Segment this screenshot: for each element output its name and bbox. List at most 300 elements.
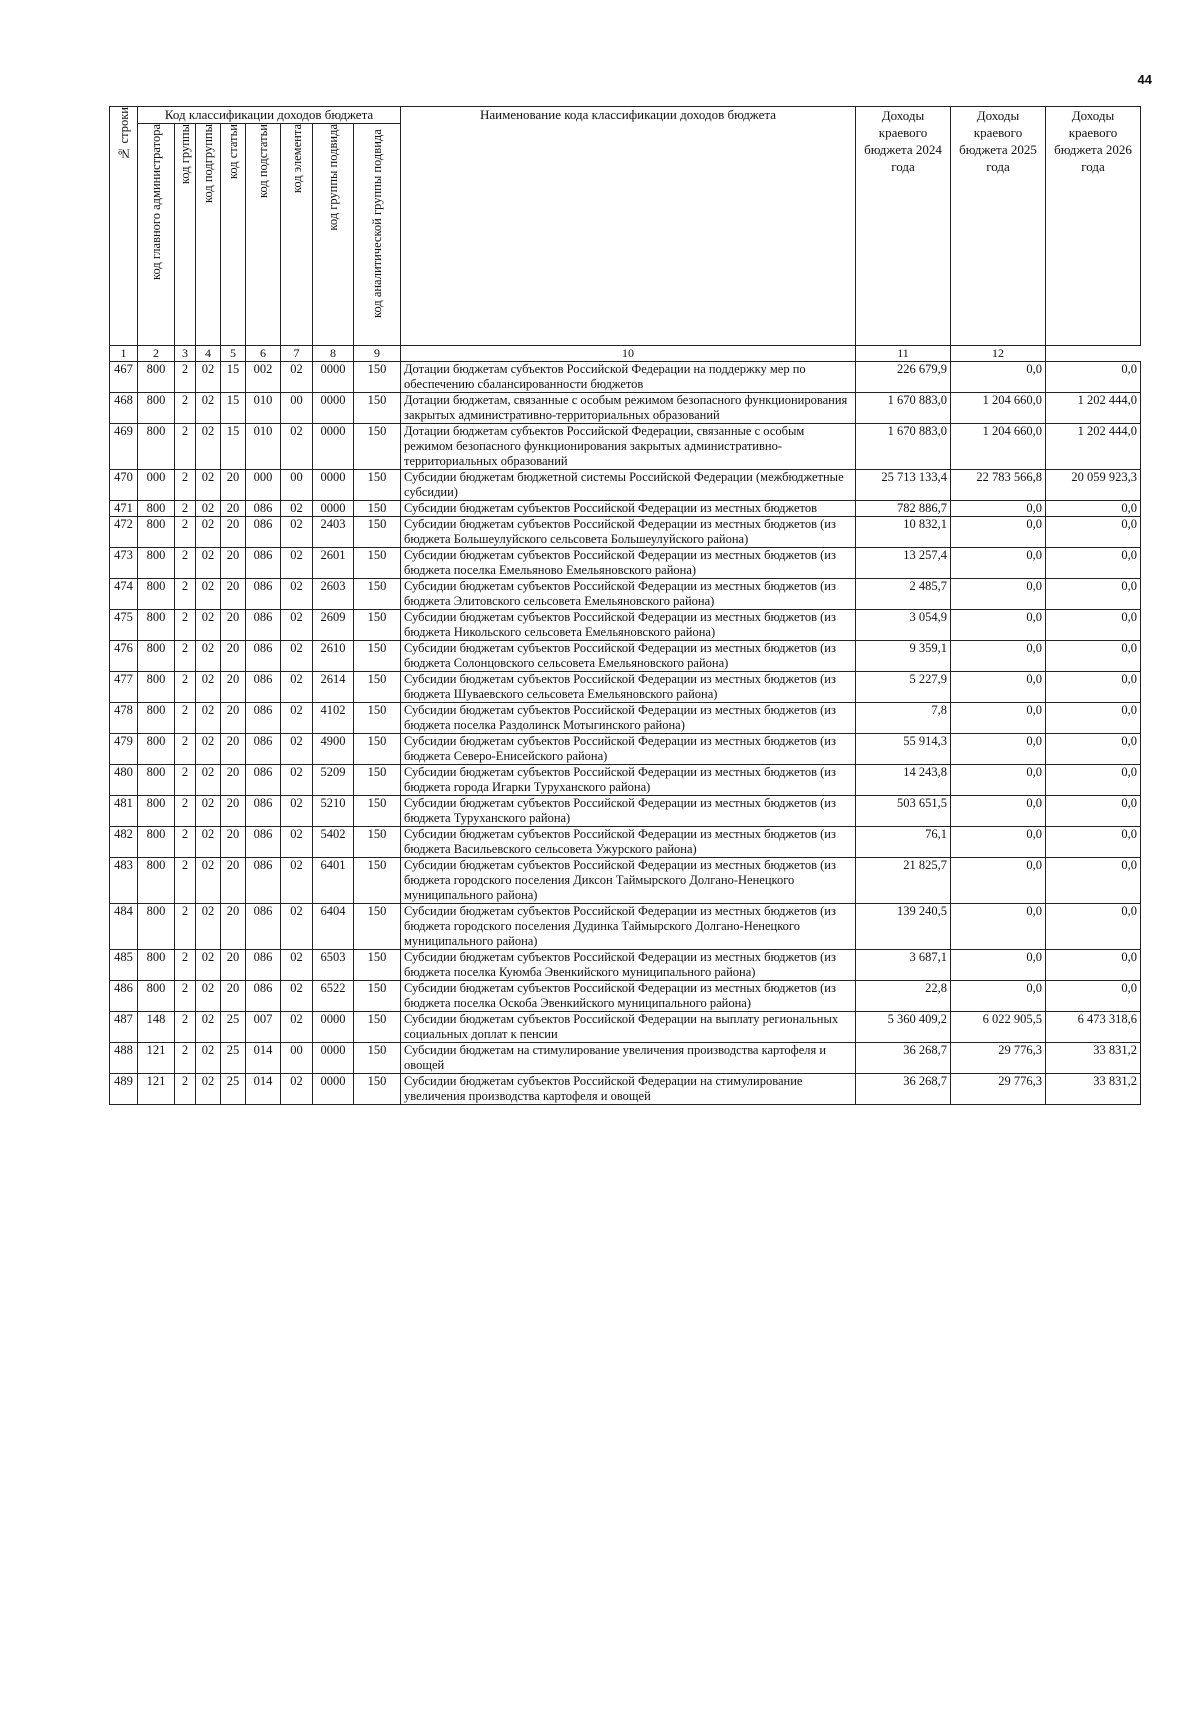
- subgroup-code-cell: 02: [196, 765, 221, 796]
- article-code-cell: 20: [221, 858, 246, 904]
- analytic-group-code-cell: 150: [354, 734, 401, 765]
- income-2024-cell: 3 054,9: [856, 610, 951, 641]
- income-2024-cell: 36 268,7: [856, 1074, 951, 1105]
- analytic-group-code-cell: 150: [354, 641, 401, 672]
- income-2026-cell: 0,0: [1046, 950, 1141, 981]
- analytic-group-code-cell: 150: [354, 362, 401, 393]
- admin-code-cell: 800: [138, 981, 175, 1012]
- income-2024-cell: 55 914,3: [856, 734, 951, 765]
- column-number: 9: [354, 346, 401, 362]
- element-code-cell: 02: [281, 765, 313, 796]
- group-code-cell: 2: [175, 424, 196, 470]
- article-code-cell: 20: [221, 579, 246, 610]
- header-row-number: [110, 107, 138, 346]
- subtype-group-code-cell: 6522: [313, 981, 354, 1012]
- column-number: 5: [221, 346, 246, 362]
- code-name-cell: Субсидии бюджетам субъектов Российской Федерации из местных бюджетов (из бюджета городского поселения Дудинка Таймырского Долгано-Ненецкого муниципального района): [401, 904, 856, 950]
- table-row: [110, 734, 1141, 765]
- subarticle-code-cell: 086: [246, 796, 281, 827]
- row-number-cell: 475: [110, 610, 138, 641]
- income-2026-cell: 0,0: [1046, 672, 1141, 703]
- header-subtype-group-code: [313, 124, 354, 346]
- header-article-code-label: код статьи: [226, 124, 240, 180]
- subgroup-code-cell: 02: [196, 981, 221, 1012]
- table-row: [110, 1074, 1141, 1105]
- header-income-2024: Доходы краевого бюджета 2024 года: [856, 107, 951, 346]
- admin-code-cell: 800: [138, 904, 175, 950]
- income-2024-cell: 7,8: [856, 703, 951, 734]
- subtype-group-code-cell: 6503: [313, 950, 354, 981]
- header-classification-code: Код классификации доходов бюджета: [138, 107, 401, 124]
- subarticle-code-cell: 000: [246, 470, 281, 501]
- article-code-cell: 20: [221, 981, 246, 1012]
- analytic-group-code-cell: 150: [354, 579, 401, 610]
- subtype-group-code-cell: 4102: [313, 703, 354, 734]
- analytic-group-code-cell: 150: [354, 1074, 401, 1105]
- subgroup-code-cell: 02: [196, 1043, 221, 1074]
- subarticle-code-cell: 086: [246, 703, 281, 734]
- subgroup-code-cell: 02: [196, 1012, 221, 1043]
- analytic-group-code-cell: 150: [354, 703, 401, 734]
- code-name-cell: Субсидии бюджетам субъектов Российской Федерации из местных бюджетов (из бюджета Туруханского района): [401, 796, 856, 827]
- element-code-cell: 00: [281, 1043, 313, 1074]
- analytic-group-code-cell: 150: [354, 548, 401, 579]
- table-row: [110, 858, 1141, 904]
- row-number-cell: 472: [110, 517, 138, 548]
- column-number: 1: [110, 346, 138, 362]
- header-subgroup-code: [196, 124, 221, 346]
- income-2024-cell: 503 651,5: [856, 796, 951, 827]
- income-2024-cell: 3 687,1: [856, 950, 951, 981]
- income-2026-cell: 1 202 444,0: [1046, 424, 1141, 470]
- element-code-cell: 02: [281, 501, 313, 517]
- element-code-cell: 02: [281, 517, 313, 548]
- subgroup-code-cell: 02: [196, 703, 221, 734]
- analytic-group-code-cell: 150: [354, 393, 401, 424]
- income-2025-cell: 0,0: [951, 734, 1046, 765]
- income-2026-cell: 20 059 923,3: [1046, 470, 1141, 501]
- admin-code-cell: 800: [138, 734, 175, 765]
- code-name-cell: Субсидии бюджетам субъектов Российской Федерации из местных бюджетов (из бюджета Никольского сельсовета Емельяновского района): [401, 610, 856, 641]
- subgroup-code-cell: 02: [196, 672, 221, 703]
- element-code-cell: 02: [281, 1074, 313, 1105]
- page-number: 44: [1137, 72, 1152, 87]
- subarticle-code-cell: 086: [246, 517, 281, 548]
- income-2026-cell: 0,0: [1046, 796, 1141, 827]
- group-code-cell: 2: [175, 827, 196, 858]
- column-number: 8: [313, 346, 354, 362]
- analytic-group-code-cell: 150: [354, 765, 401, 796]
- row-number-cell: 480: [110, 765, 138, 796]
- income-2026-cell: 0,0: [1046, 858, 1141, 904]
- income-2025-cell: 0,0: [951, 858, 1046, 904]
- header-code-name: Наименование кода классификации доходов бюджета: [401, 107, 856, 346]
- code-name-cell: Субсидии бюджетам субъектов Российской Федерации из местных бюджетов (из бюджета Шуваевского сельсовета Емельяновского района): [401, 672, 856, 703]
- table-row: [110, 981, 1141, 1012]
- analytic-group-code-cell: 150: [354, 950, 401, 981]
- subtype-group-code-cell: 0000: [313, 424, 354, 470]
- subgroup-code-cell: 02: [196, 424, 221, 470]
- subtype-group-code-cell: 5209: [313, 765, 354, 796]
- group-code-cell: 2: [175, 981, 196, 1012]
- group-code-cell: 2: [175, 579, 196, 610]
- element-code-cell: 02: [281, 981, 313, 1012]
- income-2025-cell: 0,0: [951, 641, 1046, 672]
- table-row: [110, 393, 1141, 424]
- budget-table-container: [109, 106, 1141, 1105]
- element-code-cell: 02: [281, 579, 313, 610]
- subgroup-code-cell: 02: [196, 904, 221, 950]
- table-row: [110, 950, 1141, 981]
- header-group-code-label: код группы: [178, 124, 192, 185]
- subarticle-code-cell: 086: [246, 501, 281, 517]
- code-name-cell: Субсидии бюджетам субъектов Российской Федерации из местных бюджетов (из бюджета Солонцовского сельсовета Емельяновского района): [401, 641, 856, 672]
- analytic-group-code-cell: 150: [354, 501, 401, 517]
- row-number-cell: 483: [110, 858, 138, 904]
- article-code-cell: 20: [221, 703, 246, 734]
- income-2024-cell: 14 243,8: [856, 765, 951, 796]
- income-2026-cell: 0,0: [1046, 765, 1141, 796]
- income-2026-cell: 0,0: [1046, 904, 1141, 950]
- subarticle-code-cell: 086: [246, 827, 281, 858]
- subgroup-code-cell: 02: [196, 1074, 221, 1105]
- income-2026-cell: 0,0: [1046, 579, 1141, 610]
- analytic-group-code-cell: 150: [354, 470, 401, 501]
- row-number-cell: 473: [110, 548, 138, 579]
- income-2025-cell: 1 204 660,0: [951, 393, 1046, 424]
- table-row: [110, 470, 1141, 501]
- admin-code-cell: 800: [138, 703, 175, 734]
- subtype-group-code-cell: 2403: [313, 517, 354, 548]
- row-number-cell: 474: [110, 579, 138, 610]
- table-row: [110, 1043, 1141, 1074]
- subtype-group-code-cell: 0000: [313, 501, 354, 517]
- subarticle-code-cell: 086: [246, 734, 281, 765]
- income-2025-cell: 0,0: [951, 765, 1046, 796]
- income-2024-cell: 2 485,7: [856, 579, 951, 610]
- admin-code-cell: 800: [138, 393, 175, 424]
- group-code-cell: 2: [175, 470, 196, 501]
- table-row: [110, 517, 1141, 548]
- admin-code-cell: 121: [138, 1074, 175, 1105]
- income-2025-cell: 29 776,3: [951, 1074, 1046, 1105]
- code-name-cell: Субсидии бюджетам субъектов Российской Федерации из местных бюджетов (из бюджета поселка Раздолинск Мотыгинского района): [401, 703, 856, 734]
- group-code-cell: 2: [175, 501, 196, 517]
- code-name-cell: Субсидии бюджетам бюджетной системы Российской Федерации (межбюджетные субсидии): [401, 470, 856, 501]
- subgroup-code-cell: 02: [196, 796, 221, 827]
- group-code-cell: 2: [175, 517, 196, 548]
- header-element-code-label: код элемента: [289, 124, 304, 194]
- income-2025-cell: 0,0: [951, 362, 1046, 393]
- article-code-cell: 25: [221, 1043, 246, 1074]
- analytic-group-code-cell: 150: [354, 1012, 401, 1043]
- income-2025-cell: 6 022 905,5: [951, 1012, 1046, 1043]
- header-element-code: [281, 124, 313, 346]
- income-2024-cell: 9 359,1: [856, 641, 951, 672]
- group-code-cell: 2: [175, 1043, 196, 1074]
- analytic-group-code-cell: 150: [354, 517, 401, 548]
- article-code-cell: 20: [221, 548, 246, 579]
- income-2025-cell: 0,0: [951, 950, 1046, 981]
- group-code-cell: 2: [175, 858, 196, 904]
- subtype-group-code-cell: 6404: [313, 904, 354, 950]
- element-code-cell: 02: [281, 672, 313, 703]
- subgroup-code-cell: 02: [196, 548, 221, 579]
- row-number-cell: 477: [110, 672, 138, 703]
- table-row: [110, 579, 1141, 610]
- row-number-cell: 484: [110, 904, 138, 950]
- income-2024-cell: 76,1: [856, 827, 951, 858]
- code-name-cell: Субсидии бюджетам субъектов Российской Федерации из местных бюджетов: [401, 501, 856, 517]
- subarticle-code-cell: 086: [246, 548, 281, 579]
- income-2024-cell: 5 360 409,2: [856, 1012, 951, 1043]
- income-2026-cell: 0,0: [1046, 362, 1141, 393]
- income-2025-cell: 0,0: [951, 672, 1046, 703]
- income-2026-cell: 33 831,2: [1046, 1074, 1141, 1105]
- admin-code-cell: 800: [138, 610, 175, 641]
- header-subarticle-code-label: код подстатьи: [256, 124, 270, 198]
- analytic-group-code-cell: 150: [354, 672, 401, 703]
- row-number-cell: 488: [110, 1043, 138, 1074]
- group-code-cell: 2: [175, 610, 196, 641]
- row-number-cell: 471: [110, 501, 138, 517]
- income-2025-cell: 0,0: [951, 827, 1046, 858]
- row-number-cell: 470: [110, 470, 138, 501]
- group-code-cell: 2: [175, 641, 196, 672]
- subtype-group-code-cell: 2601: [313, 548, 354, 579]
- column-number: 2: [138, 346, 175, 362]
- table-row: [110, 548, 1141, 579]
- subgroup-code-cell: 02: [196, 393, 221, 424]
- subtype-group-code-cell: 2610: [313, 641, 354, 672]
- code-name-cell: Дотации бюджетам, связанные с особым режимом безопасного функционирования закрытых административно-территориальных образований: [401, 393, 856, 424]
- article-code-cell: 20: [221, 904, 246, 950]
- element-code-cell: 02: [281, 796, 313, 827]
- row-number-cell: 487: [110, 1012, 138, 1043]
- article-code-cell: 20: [221, 501, 246, 517]
- subarticle-code-cell: 007: [246, 1012, 281, 1043]
- column-number: 12: [951, 346, 1046, 362]
- table-row: [110, 424, 1141, 470]
- subgroup-code-cell: 02: [196, 362, 221, 393]
- income-2025-cell: 0,0: [951, 904, 1046, 950]
- income-2026-cell: 6 473 318,6: [1046, 1012, 1141, 1043]
- header-analytic-group-code: [354, 124, 401, 346]
- header-income-2025: Доходы краевого бюджета 2025 года: [951, 107, 1046, 346]
- subgroup-code-cell: 02: [196, 470, 221, 501]
- subarticle-code-cell: 086: [246, 950, 281, 981]
- admin-code-cell: 800: [138, 672, 175, 703]
- element-code-cell: 02: [281, 424, 313, 470]
- column-number: 3: [175, 346, 196, 362]
- income-2024-cell: 1 670 883,0: [856, 393, 951, 424]
- table-row: [110, 641, 1141, 672]
- admin-code-cell: 800: [138, 548, 175, 579]
- income-2026-cell: 1 202 444,0: [1046, 393, 1141, 424]
- income-2024-cell: 782 886,7: [856, 501, 951, 517]
- row-number-cell: 478: [110, 703, 138, 734]
- income-2025-cell: 0,0: [951, 610, 1046, 641]
- header-subarticle-code: [246, 124, 281, 346]
- income-2025-cell: 0,0: [951, 579, 1046, 610]
- element-code-cell: 00: [281, 393, 313, 424]
- analytic-group-code-cell: 150: [354, 1043, 401, 1074]
- header-subtype-group-code-label: код группы подвида: [326, 124, 340, 231]
- group-code-cell: 2: [175, 796, 196, 827]
- row-number-cell: 467: [110, 362, 138, 393]
- article-code-cell: 20: [221, 672, 246, 703]
- subarticle-code-cell: 086: [246, 858, 281, 904]
- group-code-cell: 2: [175, 703, 196, 734]
- income-2025-cell: 0,0: [951, 703, 1046, 734]
- subarticle-code-cell: 086: [246, 981, 281, 1012]
- admin-code-cell: 121: [138, 1043, 175, 1074]
- header-subgroup-code-label: код подгруппы: [201, 124, 215, 203]
- analytic-group-code-cell: 150: [354, 904, 401, 950]
- column-number-row: [110, 346, 1141, 362]
- article-code-cell: 15: [221, 424, 246, 470]
- element-code-cell: 02: [281, 641, 313, 672]
- admin-code-cell: 800: [138, 517, 175, 548]
- income-2026-cell: 0,0: [1046, 827, 1141, 858]
- income-2024-cell: 139 240,5: [856, 904, 951, 950]
- table-row: [110, 362, 1141, 393]
- income-2024-cell: 1 670 883,0: [856, 424, 951, 470]
- group-code-cell: 2: [175, 1012, 196, 1043]
- element-code-cell: 02: [281, 362, 313, 393]
- code-name-cell: Субсидии бюджетам субъектов Российской Федерации из местных бюджетов (из бюджета городского поселения Диксон Таймырского Долгано-Ненецкого муниципального района): [401, 858, 856, 904]
- element-code-cell: 02: [281, 548, 313, 579]
- code-name-cell: Субсидии бюджетам субъектов Российской Федерации из местных бюджетов (из бюджета Северо-Енисейского района): [401, 734, 856, 765]
- code-name-cell: Субсидии бюджетам субъектов Российской Федерации из местных бюджетов (из бюджета города Игарки Туруханского района): [401, 765, 856, 796]
- admin-code-cell: 000: [138, 470, 175, 501]
- admin-code-cell: 800: [138, 796, 175, 827]
- table-row: [110, 796, 1141, 827]
- table-row: [110, 765, 1141, 796]
- admin-code-cell: 800: [138, 424, 175, 470]
- table-row: [110, 501, 1141, 517]
- header-analytic-group-code-label: код аналитической группы подвида: [370, 129, 384, 319]
- subtype-group-code-cell: 2614: [313, 672, 354, 703]
- subtype-group-code-cell: 0000: [313, 362, 354, 393]
- element-code-cell: 02: [281, 858, 313, 904]
- subtype-group-code-cell: 6401: [313, 858, 354, 904]
- income-2025-cell: 1 204 660,0: [951, 424, 1046, 470]
- subgroup-code-cell: 02: [196, 827, 221, 858]
- table-row: [110, 610, 1141, 641]
- income-2025-cell: 0,0: [951, 501, 1046, 517]
- subtype-group-code-cell: 2603: [313, 579, 354, 610]
- article-code-cell: 15: [221, 362, 246, 393]
- subtype-group-code-cell: 2609: [313, 610, 354, 641]
- income-2026-cell: 33 831,2: [1046, 1043, 1141, 1074]
- income-2024-cell: 22,8: [856, 981, 951, 1012]
- income-2026-cell: 0,0: [1046, 703, 1141, 734]
- column-number: 7: [281, 346, 313, 362]
- income-2024-cell: 21 825,7: [856, 858, 951, 904]
- element-code-cell: 02: [281, 610, 313, 641]
- admin-code-cell: 800: [138, 827, 175, 858]
- row-number-cell: 486: [110, 981, 138, 1012]
- header-article-code: [221, 124, 246, 346]
- element-code-cell: 02: [281, 904, 313, 950]
- table-row: [110, 1012, 1141, 1043]
- group-code-cell: 2: [175, 734, 196, 765]
- subtype-group-code-cell: 4900: [313, 734, 354, 765]
- column-number: 10: [401, 346, 856, 362]
- row-number-cell: 485: [110, 950, 138, 981]
- admin-code-cell: 800: [138, 362, 175, 393]
- element-code-cell: 02: [281, 703, 313, 734]
- table-body: [110, 346, 1141, 1105]
- article-code-cell: 20: [221, 827, 246, 858]
- income-2024-cell: 226 679,9: [856, 362, 951, 393]
- table-row: [110, 703, 1141, 734]
- subarticle-code-cell: 086: [246, 672, 281, 703]
- code-name-cell: Субсидии бюджетам субъектов Российской Федерации из местных бюджетов (из бюджета поселка Куюмба Эвенкийского муниципального района): [401, 950, 856, 981]
- income-2026-cell: 0,0: [1046, 501, 1141, 517]
- subarticle-code-cell: 086: [246, 765, 281, 796]
- code-name-cell: Субсидии бюджетам субъектов Российской Федерации из местных бюджетов (из бюджета поселка Оскоба Эвенкийского муниципального района): [401, 981, 856, 1012]
- analytic-group-code-cell: 150: [354, 981, 401, 1012]
- code-name-cell: Субсидии бюджетам на стимулирование увеличения производства картофеля и овощей: [401, 1043, 856, 1074]
- code-name-cell: Субсидии бюджетам субъектов Российской Федерации из местных бюджетов (из бюджета поселка Емельяново Емельяновского района): [401, 548, 856, 579]
- table-row: [110, 827, 1141, 858]
- budget-income-table: [109, 106, 1141, 1105]
- header-row-number-label: № строки: [116, 107, 131, 161]
- row-number-cell: 468: [110, 393, 138, 424]
- element-code-cell: 02: [281, 1012, 313, 1043]
- group-code-cell: 2: [175, 950, 196, 981]
- article-code-cell: 25: [221, 1074, 246, 1105]
- element-code-cell: 02: [281, 950, 313, 981]
- header-admin-code: [138, 124, 175, 346]
- analytic-group-code-cell: 150: [354, 796, 401, 827]
- subtype-group-code-cell: 0000: [313, 1074, 354, 1105]
- column-number: 11: [856, 346, 951, 362]
- income-2026-cell: 0,0: [1046, 610, 1141, 641]
- group-code-cell: 2: [175, 548, 196, 579]
- subarticle-code-cell: 086: [246, 904, 281, 950]
- admin-code-cell: 800: [138, 641, 175, 672]
- code-name-cell: Субсидии бюджетам субъектов Российской Федерации из местных бюджетов (из бюджета Васильевского сельсовета Ужурского района): [401, 827, 856, 858]
- subgroup-code-cell: 02: [196, 950, 221, 981]
- table-row: [110, 672, 1141, 703]
- subtype-group-code-cell: 5402: [313, 827, 354, 858]
- analytic-group-code-cell: 150: [354, 827, 401, 858]
- subarticle-code-cell: 010: [246, 424, 281, 470]
- income-2026-cell: 0,0: [1046, 641, 1141, 672]
- row-number-cell: 476: [110, 641, 138, 672]
- code-name-cell: Субсидии бюджетам субъектов Российской Федерации на стимулирование увеличения производства картофеля и овощей: [401, 1074, 856, 1105]
- row-number-cell: 482: [110, 827, 138, 858]
- admin-code-cell: 800: [138, 950, 175, 981]
- row-number-cell: 489: [110, 1074, 138, 1105]
- row-number-cell: 481: [110, 796, 138, 827]
- group-code-cell: 2: [175, 362, 196, 393]
- header-group-code: [175, 124, 196, 346]
- subgroup-code-cell: 02: [196, 734, 221, 765]
- admin-code-cell: 800: [138, 858, 175, 904]
- element-code-cell: 02: [281, 827, 313, 858]
- article-code-cell: 25: [221, 1012, 246, 1043]
- article-code-cell: 20: [221, 517, 246, 548]
- article-code-cell: 20: [221, 610, 246, 641]
- income-2025-cell: 0,0: [951, 517, 1046, 548]
- admin-code-cell: 148: [138, 1012, 175, 1043]
- group-code-cell: 2: [175, 1074, 196, 1105]
- income-2025-cell: 22 783 566,8: [951, 470, 1046, 501]
